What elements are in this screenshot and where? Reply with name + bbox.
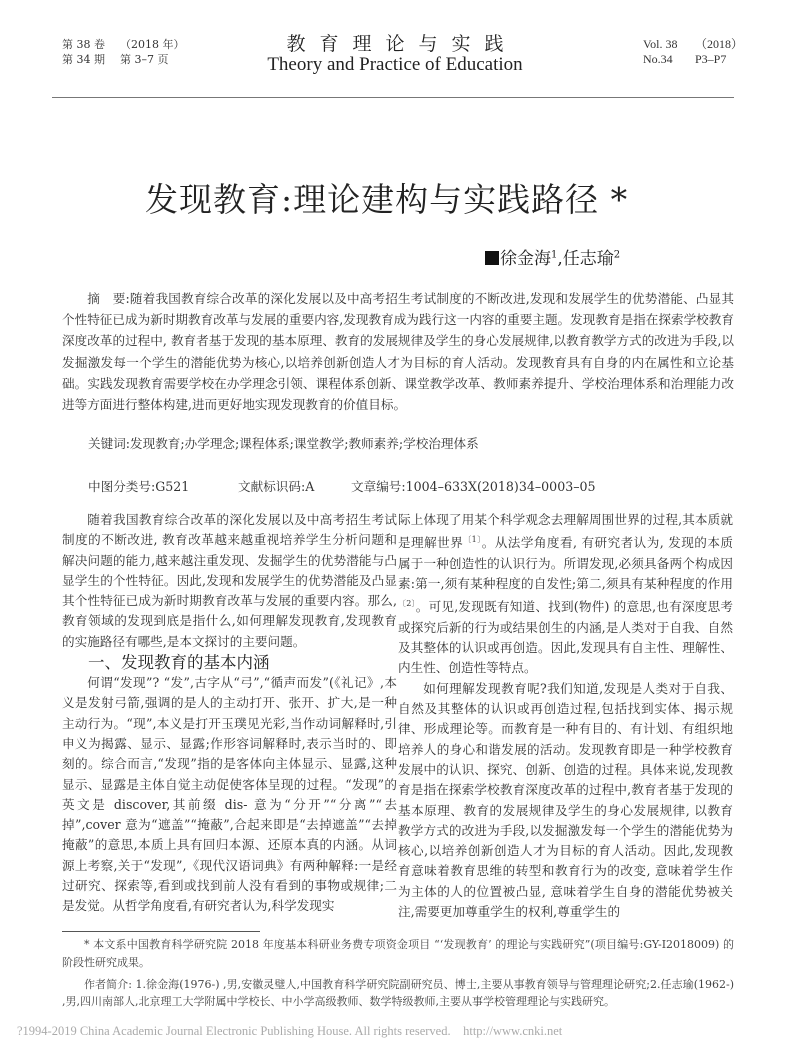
author-bio: 作者简介: 1.徐金海(1976-) ,男,安徽灵璧人,中国教育科学研究院副研究员、博士,主要从事教育领导与管理理论研究;2.任志瑜(1962-) ,男,四川南部人,北京理工大学附属中学校长、中小学高级教师、数学特级教师,主要从事学校管理理论与实践研究。 [62, 977, 734, 1009]
journal-name-cn: 教育理论与实践 [286, 33, 518, 55]
author-1-affiliation: 1 [551, 249, 558, 261]
body-left-column [62, 510, 397, 917]
author-2: 任志瑜 [562, 249, 614, 269]
intro-paragraph: 随着我国教育综合改革的深化发展以及中高考招生考试制度的不断改进, 教育改革越来越重视培养学生分析问题和解决问题的能力,越来越注重发现、发掘学生的优势潜能与凸显学生的个性特征。因此,发现和发展学生的优势潜能及凸显其个性特征已成为新时期教育改革与发展的重要内容。那么,教育领域的发现到底是指什么,如何理解发现教育,发现教育的实施路径有哪些,是本文探讨的主要问题。 [62, 512, 397, 649]
author-1: 徐金海 [500, 249, 551, 269]
issue-cn: 第 34 期 [62, 53, 105, 66]
para-text: 际上体现了用某个科学观念去理解周围世界的过程,其本质就是理解世界 [398, 512, 733, 551]
author-separator: , [557, 249, 563, 269]
classification-info [88, 476, 596, 495]
citation-2[interactable]: 〔2〕 [398, 599, 416, 609]
header-journal-info-en [643, 37, 743, 67]
pages-en: P3–P7 [695, 52, 727, 66]
volume-en: Vol. 38 [643, 37, 678, 51]
footnotes [62, 936, 734, 1011]
funding-note: * 本文系中国教育科学研究院 2018 年度基本科研业务费专项资金项目 “‘发现教育’ 的理论与实践研究”(项目编号:GY-I2018009) 的阶段性研究成果。 [62, 938, 734, 969]
clc-number: 中图分类号:G521 [88, 479, 190, 494]
author-2-affiliation: 2 [613, 249, 621, 261]
section-heading: 一、发现教育的基本内涵 [88, 653, 270, 673]
header-divider [52, 97, 734, 98]
body-paragraph-continued [398, 510, 733, 679]
body-right-column [398, 510, 733, 922]
year-cn: （2018 年） [120, 38, 185, 51]
year-en: （2018） [695, 37, 744, 51]
keywords: 关键词:发现教育;办学理念;课程体系;课堂教学;教师素养;学校治理体系 [88, 436, 479, 451]
journal-name-en: Theory and Practice of Education [267, 54, 523, 75]
author-line [485, 244, 620, 269]
body-paragraph: 如何理解发现教育呢?我们知道,发现是人类对于自我、自然及其整体的认识或再创造过程,包括找到实体、揭示规律、形成理论等。而教育是一种有目的、有计划、有组织地培养人的身心和谐发展的活动。发现教育即是一种学校教育发展中的认识、探究、创新、创造的过程。具体来说,发现教育是指在探索学校教育深度改革的过程中,教育者基于发现的基本原理、教育的发展规律及学生的身心发展规律, 以教育教学方式的改进为手段,以发掘激发每一个学生的潜能优势为核心,以培养创新创造人才为目标的育人活动。因此,发现教育意味着教育思维的转型和教育行为的改变, 意味着学生作为主体的人的位置被凸显, 意味着学生自身的潜能优势被关注,需要更加尊重学生的权利,尊重学生的 [398, 680, 733, 920]
black-square-icon [485, 251, 499, 265]
pages-cn: 第 3–7 页 [120, 53, 169, 66]
body-paragraph: 何谓“发现”? “发”,古字从“弓”,“循声而发”(《礼记》,本义是发射弓箭,强调的是人的主动打开、张开、扩大,是一种主动行为。“现”,本义是打开玉璞见光彩,当作动词解释时,引申义为揭露、显示、显露;作形容词解释时,表示当时的、即刻的。综合而言,“发现”指的是客体向主体显示、显露,这种显示、显露是主体自觉主动促使客体呈现的过程。“发现”的英文是 discover,其前缀 dis- 意为“分开”“分离”“去掉”,cover 意为“遮盖”“掩蔽”,合起来即是“去掉遮盖”“去掉掩蔽”的意思,本质上具有回归本源、还原本真的内涵。从词源上考察,关于“发现”,《现代汉语词典》有两种解释:一是经过研究、探索等,看到或找到前人没有看到的事物或规律;二是发觉。从哲学角度看,有研究者认为,科学发现实 [62, 675, 397, 914]
abstract-text: 摘 要:随着我国教育综合改革的深化发展以及中高考招生考试制度的不断改进,发现和发展学生的优势潜能、凸显其个性特征已成为新时期教育改革与发展的重要内容,发现教育成为践行这一内容的重要主题。发现教育是指在探索学校教育深度改革的过程中, 教育者基于发现的基本原理、教育的发展规律及学生的身心发展规律,以教育教学方式的改进为手段,以发掘激发每一个学生的潜能优势为核心,以培养创新创造人才为目标的育人活动。发现教育具有自身的内在属性和立论基础。实践发现教育需要学校在办学理念引领、课程体系创新、课堂教学改革、教师素养提升、学校治理体系和治理能力改进等方面进行整体构建,进而更好地实现发现教育的价值目标。 [62, 291, 734, 413]
abstract [62, 288, 734, 415]
issue-en: No.34 [643, 52, 673, 66]
para-text: 。从法学角度看, 有研究者认为, 发现的本质属于一种创造性的认识行为。所谓发现,必须具备两个构成因素:第一,须有某种程度的自发性;第二,须具有某种程度的作用 [398, 535, 733, 592]
copyright-notice: ?1994-2019 China Academic Journal Electronic Publishing House. All rights reserved. http://www.cnki.net [17, 1024, 563, 1038]
article-number: 文章编号:1004–633X(2018)34–0003–05 [351, 479, 596, 494]
para-text: 。可见,发现既有知道、找到(物件) 的意思,也有深度思考或探究后新的行为或结果创生的内涵,是人类对于自我、自然及其整体的认识或再创造。因此,发现具有自主性、理解性、内生性、创造性等特点。 [398, 599, 734, 676]
volume-cn: 第 38 卷 [62, 38, 105, 51]
header-journal-info-cn [62, 37, 185, 67]
document-code: 文献标识码:A [238, 479, 315, 494]
citation-1[interactable]: 〔1〕 [463, 535, 482, 545]
footnote-divider [62, 931, 260, 932]
article-title: 发现教育:理论建构与实践路径 * [145, 180, 629, 219]
journal-masthead [240, 33, 550, 75]
